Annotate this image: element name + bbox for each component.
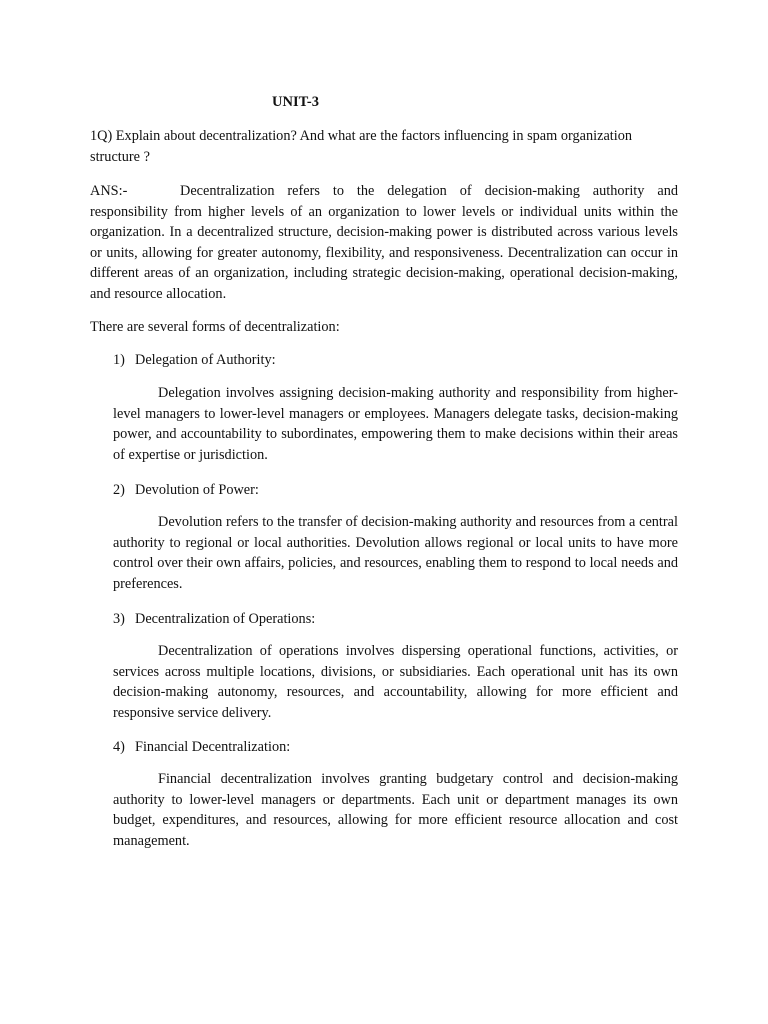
form-body-financial: Financial decentralization involves granting budgetary control and decision-making authority to lower-level managers or departments. Each unit or department manages its own budget, expenditures, and resources, allowing for more efficient resource allocation and cost management. bbox=[113, 771, 678, 849]
answer-text: Decentralization refers to the delegation of decision-making authority and responsibility from higher levels of an organization to lower levels or individual units within the organization. In a decentralized structure, decision-making power is distributed across various levels or units, allowing for greater autonomy, flexibility, and responsiveness. Decentralization can occur in different areas of an organization, including strategic decision-making, operational decision-making, and resource allocation. bbox=[90, 183, 678, 302]
form-body-devolution: Devolution refers to the transfer of decision-making authority and resources from a central authority to regional or local authorities. Devolution allows regional or local units to have more control over their own affairs, policies, and resources, enabling them to respond to local needs and preferences. bbox=[113, 514, 678, 592]
form-heading-operations bbox=[113, 609, 315, 630]
question-text: 1Q) Explain about decentralization? And what are the factors influencing in spam organization structure ? bbox=[90, 128, 633, 165]
unit-title: UNIT-3 bbox=[272, 94, 320, 110]
form-number: 4) bbox=[113, 739, 125, 755]
answer-paragraph bbox=[90, 181, 678, 305]
form-number: 3) bbox=[113, 611, 125, 627]
form-heading-financial bbox=[113, 737, 290, 758]
form-body-delegation: Delegation involves assigning decision-making authority and responsibility from higher-level managers to lower-level managers or employees. Managers delegate tasks, decision-making power, and accountability to subordinates, empowering them to make decisions within their areas of expertise or jurisdiction. bbox=[113, 385, 678, 463]
form-heading-text: Financial Decentralization: bbox=[135, 739, 291, 755]
form-body-operations: Decentralization of operations involves dispersing operational functions, activities, or services across multiple locations, divisions, or subsidiaries. Each operational unit has its own decision-making autonomy, resources, and accountability, allowing for more efficient and responsive service delivery. bbox=[113, 643, 678, 721]
forms-intro: There are several forms of decentralization: bbox=[90, 319, 340, 335]
form-heading-text: Delegation of Authority: bbox=[135, 352, 276, 368]
form-heading-text: Decentralization of Operations: bbox=[135, 611, 316, 627]
form-heading-devolution bbox=[113, 480, 259, 501]
answer-label: ANS:- bbox=[90, 183, 128, 199]
form-number: 1) bbox=[113, 352, 125, 368]
form-number: 2) bbox=[113, 482, 125, 498]
form-heading-delegation bbox=[113, 350, 276, 371]
form-heading-text: Devolution of Power: bbox=[135, 482, 259, 498]
